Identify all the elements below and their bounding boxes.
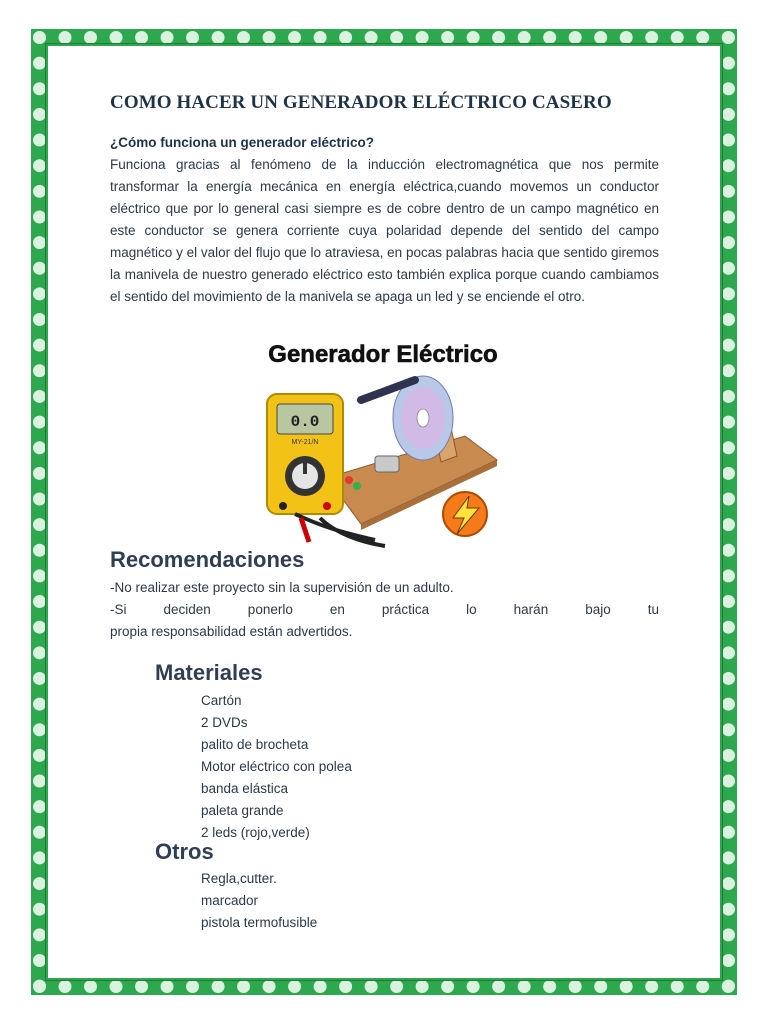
list-item: Cartón (201, 693, 242, 708)
image-caption: Generador Eléctrico (268, 341, 498, 368)
list-item: paleta grande (201, 803, 284, 818)
list-item: Regla,cutter. (201, 871, 277, 886)
list-item: marcador (201, 893, 259, 908)
list-item: banda elástica (201, 781, 289, 796)
meter-display: 0.0 (290, 413, 320, 431)
recommendation-line-2: -Si deciden ponerlo en práctica lo harán bajo tu (110, 602, 659, 617)
multimeter (267, 394, 343, 514)
question-heading: ¿Cómo funciona un generador eléctrico? (110, 135, 375, 150)
others-heading: Otros (155, 839, 214, 864)
list-item: 2 DVDs (201, 715, 248, 730)
red-led (345, 476, 353, 484)
green-led (353, 482, 361, 490)
recommendation-line-3: propia responsabilidad están advertidos. (110, 624, 353, 639)
meter-model: MY-21/N (291, 439, 319, 446)
list-item: Motor eléctrico con polea (201, 759, 352, 774)
recommendations-heading: Recomendaciones (110, 547, 305, 572)
recommendation-line-1: -No realizar este proyecto sin la supervisión de un adulto. (110, 580, 454, 595)
materials-list (201, 690, 352, 844)
others-list (201, 868, 317, 934)
materials-heading: Materiales (155, 660, 263, 685)
list-item: 2 leds (rojo,verde) (201, 825, 310, 840)
list-item: pistola termofusible (201, 915, 318, 930)
list-item: palito de brocheta (201, 737, 309, 752)
page-title: COMO HACER UN GENERADOR ELÉCTRICO CASERO (110, 92, 612, 113)
lightning-icon (443, 492, 487, 536)
electric-motor (375, 456, 399, 472)
generator-illustration (265, 328, 502, 548)
body-paragraph: Funciona gracias al fenómeno de la inducción electromagnética que nos permite transformar la energía mecánica en energía eléctrica,cuando movemos un conductor eléctrico que por lo general casi siempre es de cobre dentro de un campo magnético en este conductor se genera corriente cuya polaridad depende del sentido del campo magnético y el valor del flujo que lo atraviesa, en pocas palabras hacia que sentido giremos la manivela de nuestro generado eléctrico esto también explica porque cuando cambiamos el sentido del movimiento de la manivela se apaga un led y se enciende el otro. (110, 157, 659, 304)
